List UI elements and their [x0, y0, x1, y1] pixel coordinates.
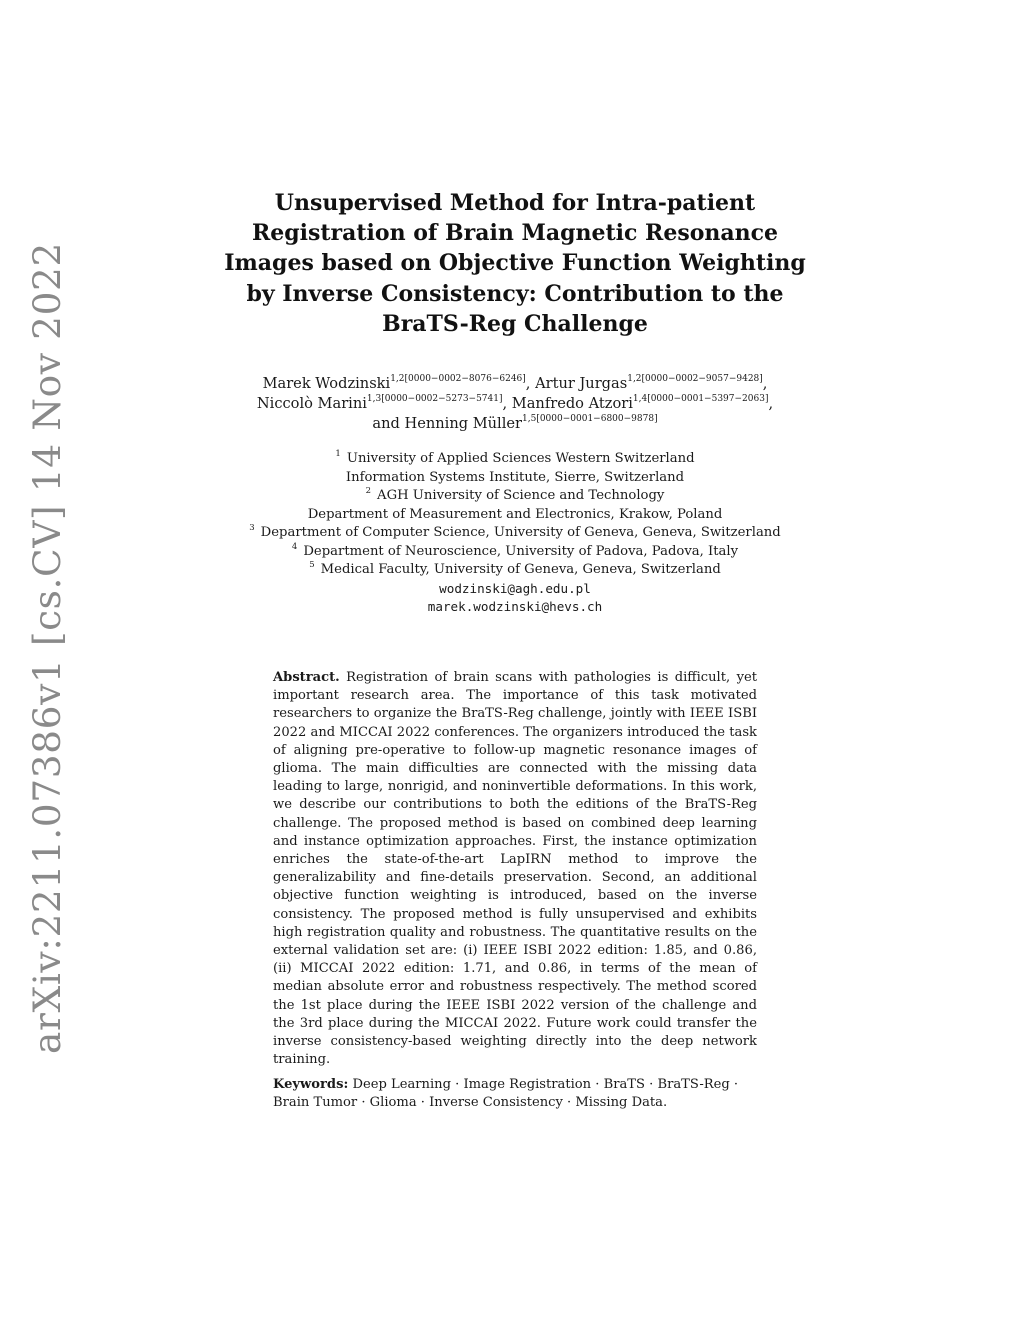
abstract-text: Registration of brain scans with pathologies is difficult, yet important research area. The importance of this task motivated researchers to organize the BraTS-Reg challenge, jointly with IEEE ISBI 2022 and MICCAI 2022 conferences. The organizers introduced the task of aligning pre-operative to follow-up magnetic resonance images of glioma. The main difficulties are connected with the missing data leading to large, nonrigid, and noninvertible deformations. In this work, we describe our contributions to both the editions of the BraTS-Reg challenge. The proposed method is based on combined deep learning and instance optimization approaches. First, the instance optimization enriches the state-of-the-art LapIRN method to improve the generalizability and fine-details preservation. Second, an additional objective function weighting is introduced, based on the inverse consistency. The proposed method is fully unsupervised and exhibits high registration quality and robustness. The quantitative results on the external validation set are: (i) IEEE ISBI 2022 edition: 1.85, and 0.86, (ii) MICCAI 2022 edition: 1.71, and 0.86, in terms of the mean of median absolute error and robustness respectively. The method scored the 1st place during the IEEE ISBI 2022 version of the challenge and the 3rd place during the MICCAI 2022. Future work could transfer the inverse consistency-based weighting directly into the deep network training.: [273, 670, 757, 1068]
keywords: [273, 1076, 757, 1113]
affiliation-text: Department of Neuroscience, University of Padova, Padova, Italy: [303, 543, 739, 559]
title-line: Images based on Objective Function Weighting: [224, 250, 806, 277]
affiliation-text: Department of Computer Science, University of Geneva, Geneva, Switzerland: [260, 525, 781, 540]
author-name: Marek Wodzinski: [262, 375, 391, 392]
affiliation-line: [150, 487, 880, 506]
keywords-label: Keywords:: [273, 1077, 349, 1092]
email-link[interactable]: marek.wodzinski@hevs.ch: [427, 599, 603, 614]
title-line: Unsupervised Method for Intra-patient: [274, 190, 756, 216]
author-orcid: 1,3[0000−0002−5273−5741]: [366, 394, 503, 404]
affiliation-number: 5: [309, 560, 315, 570]
abstract: [273, 669, 757, 1069]
affiliation-number: 3: [249, 523, 255, 533]
affiliation-number: 4: [291, 541, 298, 552]
affiliations: [150, 450, 880, 617]
affiliation-number: 1: [335, 449, 341, 459]
affiliation-line: Information Systems Institute, Sierre, Switzerland: [345, 469, 685, 485]
author-orcid: 1,5[0000−0001−6800−9878]: [522, 414, 658, 424]
keywords-text: Deep Learning · Image Registration · BraTS · BraTS-Reg · Brain Tumor · Glioma · Inverse Consistency · Missing Data.: [273, 1077, 739, 1111]
affiliation-line: [150, 543, 880, 562]
email-link[interactable]: wodzinski@agh.edu.pl: [439, 580, 591, 596]
affiliation-text: AGH University of Science and Technology: [377, 488, 665, 503]
author-line: Niccolò Marini$^{1,3[0000-0002-5273-5741]}$, Manfredo Atzori$^{1,4[0000-0001-5397-2063]}$,: [256, 394, 774, 412]
paper-title: [190, 188, 840, 339]
abstract-label: Abstract.: [273, 670, 340, 685]
affiliation-line: [150, 561, 880, 580]
affiliation-text: Medical Faculty, University of Geneva, Geneva, Switzerland: [320, 562, 721, 577]
affiliation-line: [150, 450, 880, 469]
title-line: Registration of Brain Magnetic Resonance: [251, 220, 779, 247]
title-line: by Inverse Consistency: Contribution to the: [246, 280, 784, 307]
author-line: [150, 414, 880, 434]
title-line: BraTS-Reg Challenge: [382, 310, 648, 337]
arxiv-identifier: arXiv:2211.07386v1 [cs.CV] 14 Nov 2022: [25, 242, 69, 1054]
author-orcid: 1,2[0000−0002−8076−6246]: [390, 374, 526, 384]
author-name: Artur Jurgas: [535, 375, 628, 392]
affiliation-line: [150, 524, 880, 543]
author-name: Niccolò Marini: [256, 395, 367, 412]
author-name: Manfredo Atzori: [511, 395, 633, 412]
author-orcid: 1,4[0000−0001−5397−2063]: [632, 394, 769, 404]
author-name: and Henning Müller: [372, 415, 522, 432]
author-list: [150, 374, 880, 434]
affiliation-text: University of Applied Sciences Western Switzerland: [346, 451, 695, 466]
author-orcid: 1,2[0000−0002−9057−9428]: [627, 374, 763, 384]
affiliation-number: 2: [365, 486, 372, 496]
author-line: Marek Wodzinski$^{1,2[0000-0002-8076-6246]}$, Artur Jurgas$^{1,2[0000-0002-9057-9428]}$,: [262, 374, 768, 392]
affiliation-line: Department of Measurement and Electronics, Krakow, Poland: [307, 506, 723, 522]
